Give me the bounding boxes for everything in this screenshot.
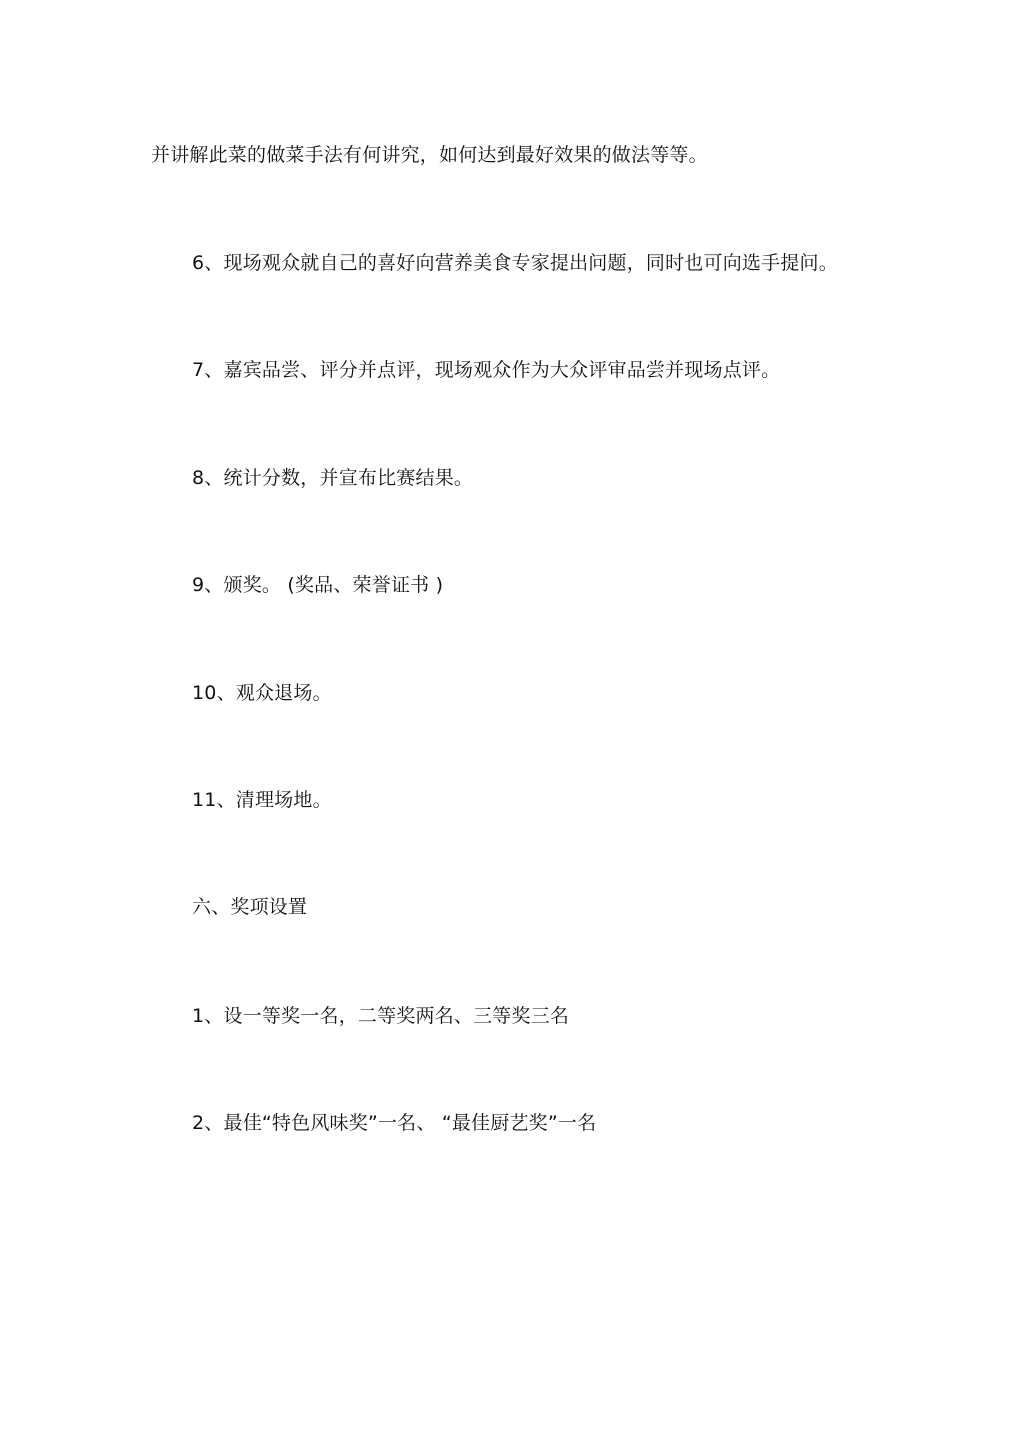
list-item-7: 7、嘉宾品尝、评分并点评，现场观众作为大众评审品尝并现场点评。 — [192, 359, 781, 381]
paragraph-continuation: 并讲解此菜的做菜手法有何讲究，如何达到最好效果的做法等等。 — [151, 144, 708, 166]
list-item-9: 9、颁奖。 (奖品、荣誉证书 ) — [192, 574, 444, 596]
award-item-1: 1、设一等奖一名，二等奖两名、三等奖三名 — [192, 1005, 570, 1027]
list-item-11: 11、清理场地。 — [192, 789, 332, 811]
list-item-10: 10、观众退场。 — [192, 682, 332, 704]
section-heading-awards: 六、奖项设置 — [192, 896, 308, 918]
list-item-6: 6、现场观众就自己的喜好向营养美食专家提出问题，同时也可向选手提问。 — [192, 252, 838, 274]
list-item-8: 8、统计分数，并宣布比赛结果。 — [192, 467, 474, 489]
award-item-2: 2、最佳“特色风味奖”一名、 “最佳厨艺奖”一名 — [192, 1112, 597, 1134]
